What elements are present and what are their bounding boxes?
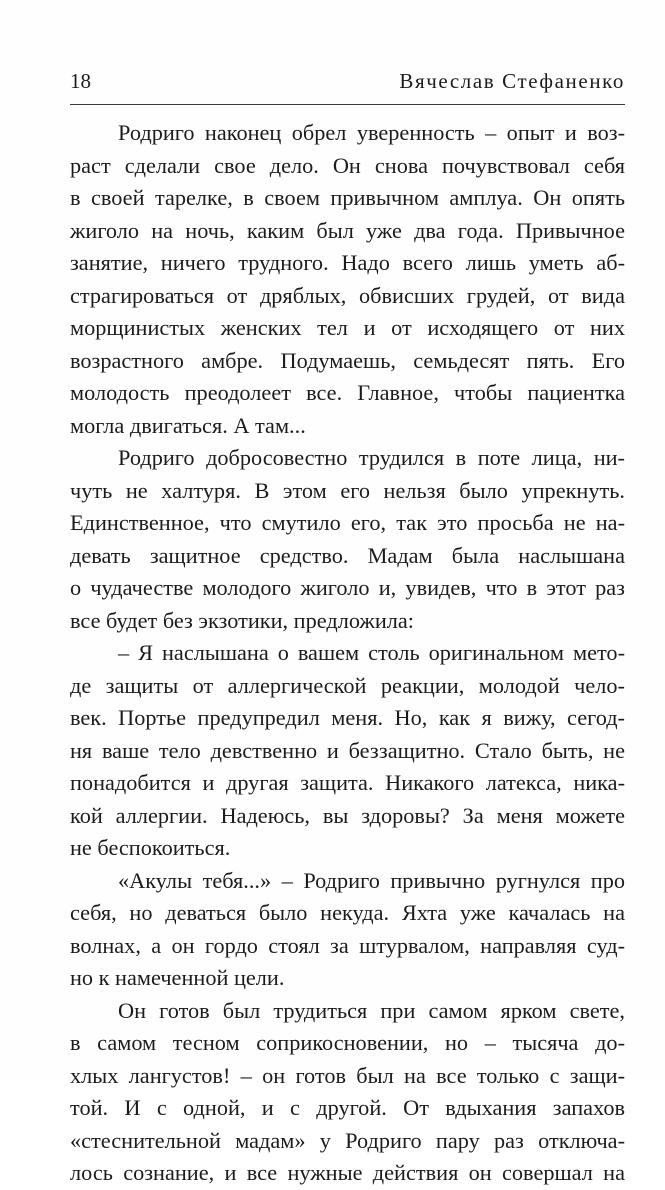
text-line: Он готов был трудиться при самом ярком свете,: [118, 997, 625, 1023]
text-line: «стеснительной мадам» у Родриго пару раз отключа-: [70, 1127, 625, 1153]
text-line: занятие, ничего трудного. Надо всего лишь уметь аб-: [70, 250, 625, 275]
text-line: раст сделали свое дело. Он снова почувствовал себя: [70, 152, 625, 178]
page-header: [70, 64, 625, 98]
paragraph-3: [70, 637, 625, 865]
text-line: волнах, а он гордо стоял за штурвалом, направляя суд-: [70, 932, 625, 958]
text-line: Родриго добросовестно трудился в поте лица, ни-: [118, 445, 625, 470]
text-line: себя, но деваться было некуда. Яхта уже качалась на: [70, 900, 625, 925]
text-line: о чудачестве молодого жиголо и, увидев, что в этот раз: [70, 575, 625, 600]
text-line: хлых лангустов! – он готов был на все только с защи-: [70, 1062, 625, 1088]
text-line: Единственное, что смутило его, так это просьба не на-: [70, 510, 625, 535]
paragraph-2: [70, 442, 625, 637]
text-line: кой аллергии. Надеюсь, вы здоровы? За меня можете: [70, 802, 625, 828]
text-line: молодость преодолеет все. Главное, чтобы пациентка: [70, 380, 625, 405]
paragraph-4: [70, 865, 625, 995]
text-line: могла двигаться. А там...: [70, 412, 306, 438]
text-line: в самом тесном соприкосновении, но – тысяча до-: [70, 1030, 625, 1055]
body-text: [70, 117, 625, 1190]
text-line: но к намеченной цели.: [70, 965, 285, 990]
text-line: в своей тарелке, в своем привычном амплуа. Он опять: [70, 185, 625, 210]
text-line: возрастного амбре. Подумаешь, семьдесят пять. Его: [70, 347, 625, 373]
text-line: морщинистых женских тел и от исходящего от них: [70, 315, 625, 340]
text-line: не беспокоиться.: [70, 835, 231, 860]
text-line: все будет без экзотики, предложила:: [70, 607, 414, 633]
text-line: век. Портье предупредил меня. Но, как я вижу, сегод-: [70, 705, 625, 730]
text-line: лось сознание, и все нужные действия он совершал на: [70, 1160, 625, 1185]
text-line: понадобится и другая защита. Никакого латекса, ника-: [70, 770, 625, 795]
text-line: чуть не халтуря. В этом его нельзя было упрекнуть.: [70, 477, 625, 503]
text-line: де защиты от аллергической реакции, молодой чело-: [70, 672, 625, 698]
text-line: – Я наслышана о вашем столь оригинальном мето-: [118, 640, 625, 665]
text-line: страгироваться от дряблых, обвисших грудей, от вида: [70, 282, 625, 308]
text-line: девать защитное средство. Мадам была наслышана: [70, 542, 625, 568]
paragraph-1: [70, 117, 625, 442]
text-line: ня ваше тело девственно и беззащитно. Стало быть, не: [70, 737, 625, 763]
running-title: Вячеслав Стефаненко: [399, 69, 625, 93]
header-rule: [70, 104, 625, 105]
page-number: 18: [70, 69, 91, 93]
text-line: Родриго наконец обрел уверенность – опыт и воз-: [118, 120, 625, 145]
text-line: «Акулы тебя...» – Родриго привычно ругнулся про: [118, 867, 625, 893]
text-line: жиголо на ночь, каким был уже два года. Привычное: [70, 217, 625, 243]
text-line: той. И с одной, и с другой. От вдыхания запахов: [70, 1095, 625, 1120]
paragraph-5: [70, 995, 625, 1190]
